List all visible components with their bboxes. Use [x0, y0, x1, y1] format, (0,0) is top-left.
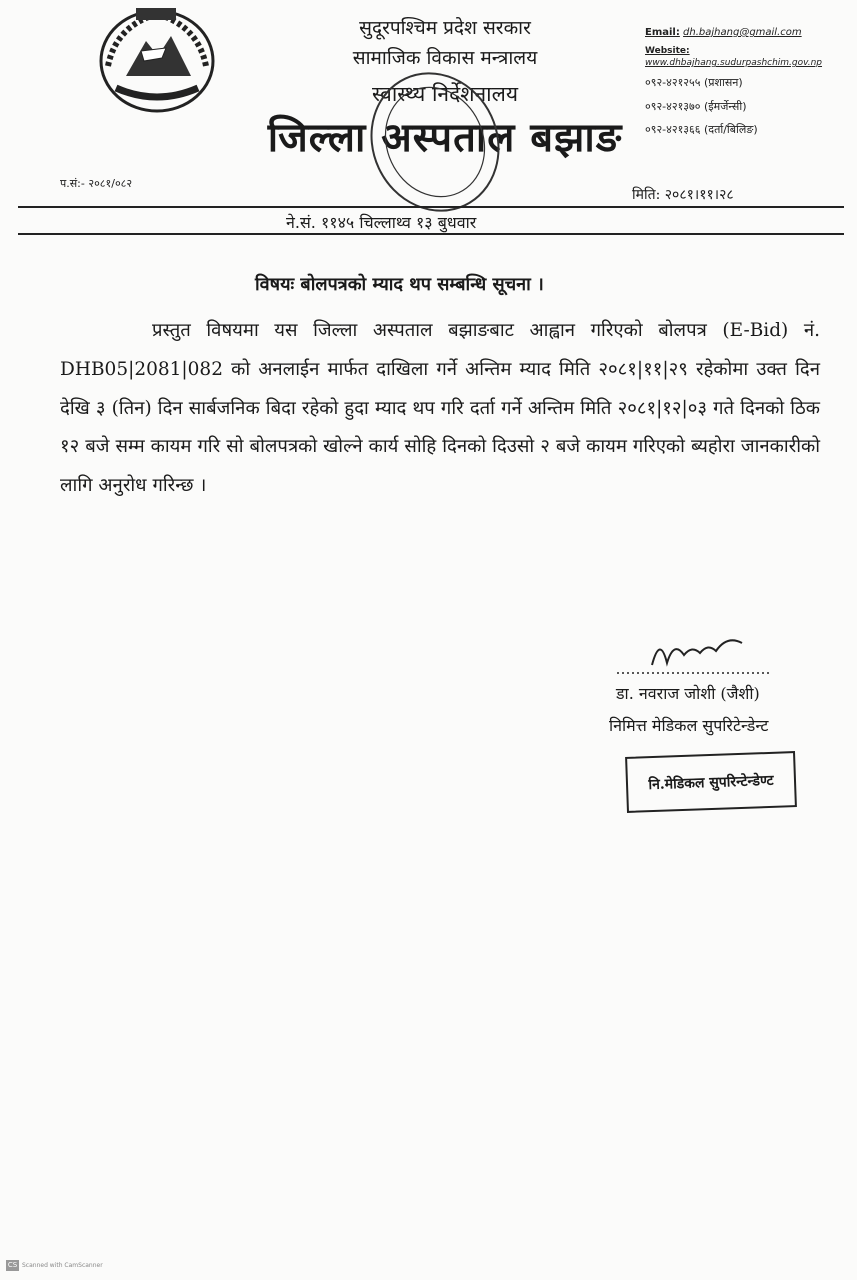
notice-subject: विषयः बोलपत्रको म्याद थप सम्बन्धि सूचना । [255, 274, 544, 295]
signatory-stamp: नि.मेडिकल सुपरिन्टेन्डेण्ट [625, 751, 797, 813]
contact-website: Website: www.dhbajhang.sudurpashchim.gov.np [645, 46, 823, 68]
letter-date: मिति: २०८१।११।२८ [632, 187, 734, 203]
signatory-name: डा. नवराज जोशी (जैशी) [616, 684, 760, 703]
phone-emergency: ०९२-४२१३७० (ईमर्जेन्सी) [645, 100, 747, 113]
header-directorate: स्वास्थ्य निर्देशनालय [371, 82, 519, 106]
header-government: सुदूरपश्चिम प्रदेश सरकार [359, 17, 531, 39]
signature-icon [612, 625, 772, 685]
signatory-title: निमित्त मेडिकल सुपरिटेन्डेन्ट [609, 716, 769, 735]
reference-number: प.सं:- २०८१/०८२ [60, 177, 133, 190]
notice-body: प्रस्तुत विषयमा यस जिल्ला अस्पताल बझाङबाट आह्वान गरिएको बोलपत्र (E-Bid) नं. DHB05|2081|082 को अनलाईन मार्फत दाखिला गर्ने अन्तिम म्याद मिति २०८१|११|२९ रहेकोमा उक्त दिन देखि ३ (तिन) दिन सार्बजनिक बिदा रहेको हुदा म्याद थप गरि दर्ता गर्ने अन्तिम मिति २०८१|१२|०३ गते दिनको ठिक १२ बजे सम्म कायम गरि सो बोलपत्रको खोल्ने कार्य सोहि दिनको दिउसो २ बजे कायम गरिएको ब्यहोरा जानकारीको लागि अनुरोध गरिन्छ । [60, 320, 820, 497]
camscanner-logo-icon: CS [7, 1261, 18, 1269]
website-link[interactable]: www.dhbajhang.sudurpashchim.gov.np [645, 58, 823, 68]
office-seal-icon [350, 62, 520, 222]
contact-email: Email: dh.bajhang@gmail.com [645, 27, 802, 38]
nepal-emblem-icon [96, 6, 218, 116]
scanner-watermark: CS Scanned with CamScanner [7, 1261, 103, 1269]
header-hospital-name: जिल्ला अस्पताल बझाङ [267, 114, 623, 161]
nepal-sambat-date: ने.सं. ११४५ चिल्लाथ्व १३ बुधवार [286, 213, 477, 232]
header-ministry: सामाजिक विकास मन्त्रालय [352, 47, 538, 69]
phone-admin: ०९२-४२१२५५ (प्रशासन) [645, 76, 743, 89]
header-divider-lower [18, 233, 844, 235]
header-divider [18, 206, 844, 208]
email-link[interactable]: dh.bajhang@gmail.com [683, 27, 802, 38]
phone-billing: ०९२-४२१३६६ (दर्ता/बिलिङ) [645, 123, 758, 136]
